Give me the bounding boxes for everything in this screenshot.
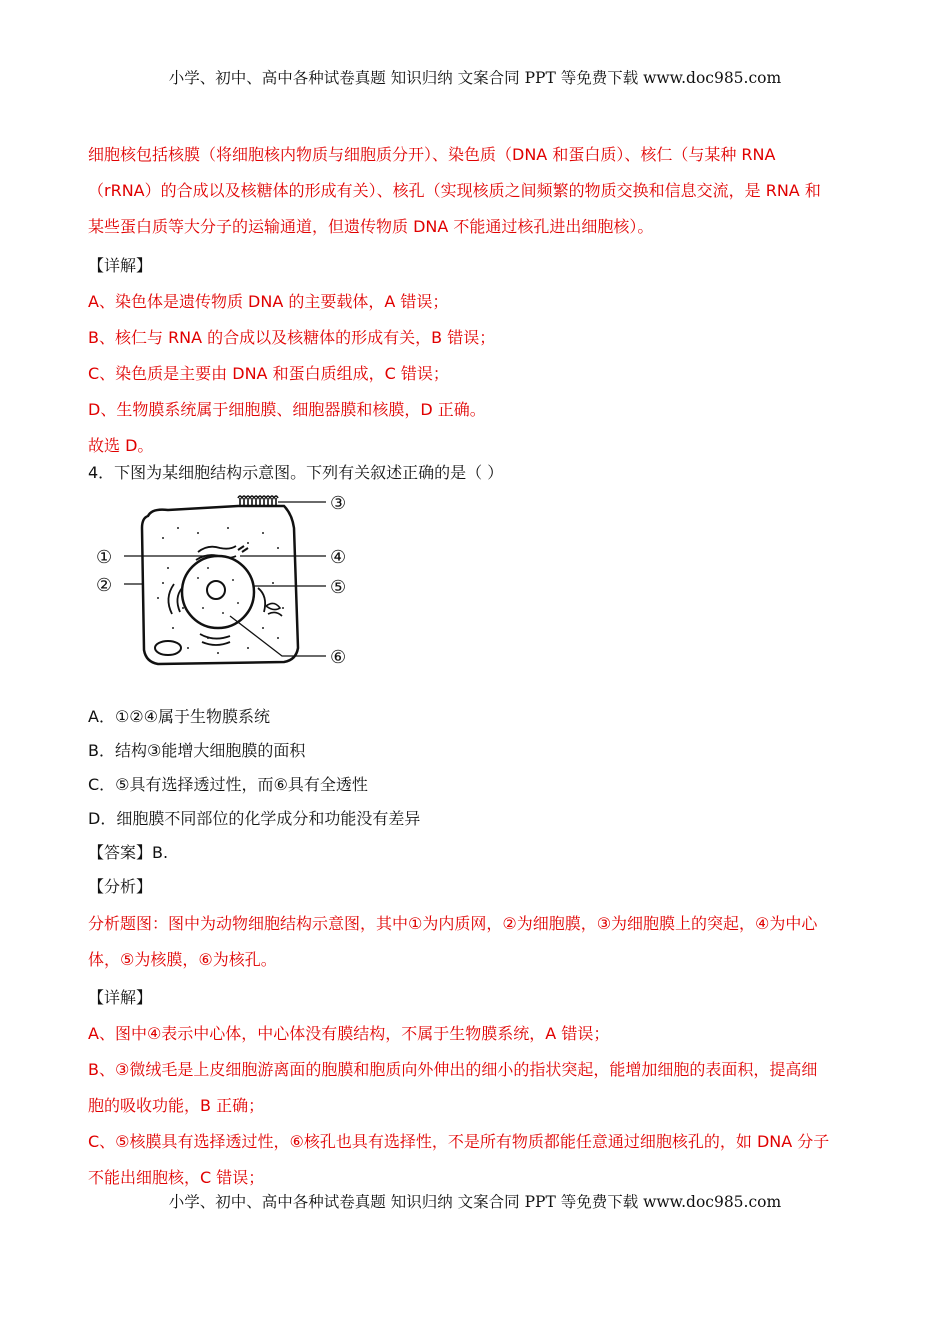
detail-section-1 bbox=[88, 248, 868, 464]
detail-item: C、⑤核膜具有选择透过性，⑥核孔也具有选择性，不是所有物质都能任意通过细胞核孔的，如 DNA 分子 bbox=[88, 1132, 830, 1151]
detail-label: 【详解】 bbox=[88, 988, 153, 1007]
analysis-label: 【分析】 bbox=[88, 877, 153, 896]
label-4: ④ bbox=[330, 547, 347, 568]
options-list bbox=[88, 700, 868, 904]
detail-item: B、核仁与 RNA 的合成以及核糖体的形成有关，B 错误； bbox=[88, 328, 496, 347]
intro-line: 细胞核包括核膜（将细胞核内物质与细胞质分开）、染色质（DNA 和蛋白质）、核仁（与某种 RNA bbox=[88, 145, 776, 164]
label-5: ⑤ bbox=[330, 577, 347, 598]
label-6: ⑥ bbox=[330, 647, 347, 668]
option-a: A．①②④属于生物膜系统 bbox=[88, 707, 270, 726]
microvilli bbox=[238, 496, 278, 506]
detail-item: 不能出细胞核，C 错误； bbox=[88, 1168, 265, 1187]
page-footer: 小学、初中、高中各种试卷真题 知识归纳 文案合同 PPT 等免费下载 www.doc985.com bbox=[168, 1193, 782, 1211]
detail-item: B、③微绒毛是上皮细胞游离面的胞膜和胞质向外伸出的细小的指状突起，能增加细胞的表面积，提高细 bbox=[88, 1060, 818, 1079]
question-stem: 4．下图为某细胞结构示意图。下列有关叙述正确的是（ ） bbox=[88, 463, 504, 482]
analysis-line: 分析题图：图中为动物细胞结构示意图，其中①为内质网，②为细胞膜，③为细胞膜上的突起，④为中心 bbox=[88, 914, 818, 933]
detail-section-2 bbox=[88, 980, 868, 1196]
label-3: ③ bbox=[330, 493, 347, 514]
cell-diagram bbox=[88, 488, 388, 673]
intro-line: 某些蛋白质等大分子的运输通道，但遗传物质 DNA 不能通过核孔进出细胞核）。 bbox=[88, 217, 654, 236]
detail-item: D、生物膜系统属于细胞膜、细胞器膜和核膜，D 正确。 bbox=[88, 400, 486, 419]
label-2: ② bbox=[96, 575, 113, 596]
intro-line: （rRNA）的合成以及核糖体的形成有关）、核孔（实现核质之间频繁的物质交换和信息交流，是 RNA 和 bbox=[88, 181, 821, 200]
intro-paragraph bbox=[88, 137, 868, 245]
detail-item: C、染色质是主要由 DNA 和蛋白质组成，C 错误； bbox=[88, 364, 449, 383]
mitochondrion bbox=[155, 641, 181, 655]
answer-line: 【答案】B. bbox=[88, 843, 169, 862]
detail-item: 胞的吸收功能，B 正确； bbox=[88, 1096, 265, 1115]
analysis-paragraph bbox=[88, 906, 868, 978]
option-c: C．⑤具有选择透过性，而⑥具有全透性 bbox=[88, 775, 368, 794]
nucleolus bbox=[207, 581, 225, 599]
option-b: B．结构③能增大细胞膜的面积 bbox=[88, 741, 306, 760]
detail-label: 【详解】 bbox=[88, 256, 153, 275]
analysis-line: 体，⑤为核膜，⑥为核孔。 bbox=[88, 950, 277, 969]
detail-item: 故选 D。 bbox=[88, 436, 154, 455]
option-d: D．细胞膜不同部位的化学成分和功能没有差异 bbox=[88, 809, 421, 828]
detail-item: A、图中④表示中心体，中心体没有膜结构，不属于生物膜系统，A 错误； bbox=[88, 1024, 610, 1043]
page-header: 小学、初中、高中各种试卷真题 知识归纳 文案合同 PPT 等免费下载 www.doc985.com bbox=[168, 69, 782, 87]
detail-item: A、染色体是遗传物质 DNA 的主要载体，A 错误； bbox=[88, 292, 449, 311]
label-1: ① bbox=[96, 547, 113, 568]
